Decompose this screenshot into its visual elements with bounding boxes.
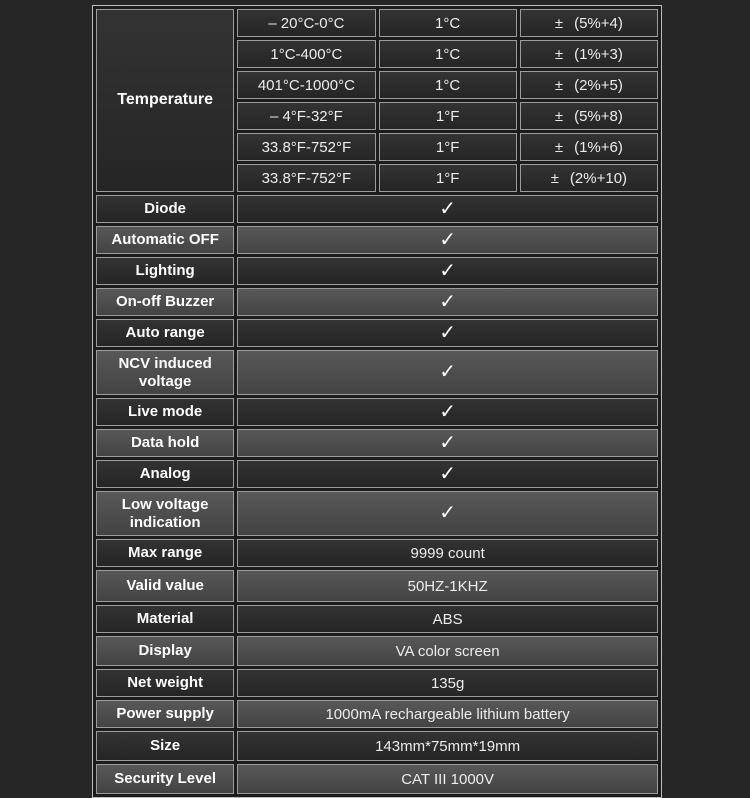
spec-value: 1000mA rechargeable lithium battery	[237, 700, 658, 728]
feature-label: Lighting	[96, 257, 234, 285]
spec-value: VA color screen	[237, 636, 658, 666]
check-icon: ✓	[439, 431, 456, 454]
feature-label: NCV induced voltage	[96, 350, 234, 395]
temp-accuracy-cell	[520, 9, 658, 37]
plus-minus-sign: ±	[554, 107, 564, 125]
feature-check-cell	[237, 398, 658, 426]
check-icon: ✓	[439, 462, 456, 485]
table-row-spec	[96, 764, 658, 794]
table-row-feature	[96, 226, 658, 254]
temp-accuracy-cell	[520, 102, 658, 130]
temp-range-cell: 33.8°F-752°F	[237, 164, 375, 192]
check-icon: ✓	[439, 197, 456, 220]
feature-check-cell	[237, 257, 658, 285]
feature-check-cell	[237, 350, 658, 395]
table-row-feature	[96, 429, 658, 457]
feature-label: Auto range	[96, 319, 234, 347]
feature-check-cell	[237, 288, 658, 316]
spec-table	[92, 5, 662, 798]
table-row-temperature-1	[96, 9, 658, 37]
table-row-feature	[96, 195, 658, 223]
feature-label: On-off Buzzer	[96, 288, 234, 316]
tolerance-value: (2%+10)	[569, 169, 628, 187]
tolerance-value: (1%+6)	[574, 138, 623, 156]
spec-label: Security Level	[96, 764, 234, 794]
temp-resolution-cell: 1°C	[379, 71, 517, 99]
tolerance-value: (5%+4)	[574, 14, 623, 32]
spec-label: Material	[96, 605, 234, 633]
table-row-spec	[96, 570, 658, 602]
temp-resolution-cell: 1°F	[379, 102, 517, 130]
feature-check-cell	[237, 491, 658, 536]
temp-resolution-cell: 1°C	[379, 9, 517, 37]
temp-accuracy-cell	[520, 164, 658, 192]
feature-label: Analog	[96, 460, 234, 488]
check-icon: ✓	[439, 259, 456, 282]
table-row-feature	[96, 491, 658, 536]
table-row-feature	[96, 398, 658, 426]
temp-resolution-cell: 1°F	[379, 164, 517, 192]
temp-accuracy-cell	[520, 133, 658, 161]
plus-minus-sign: ±	[554, 138, 564, 156]
spec-label: Power supply	[96, 700, 234, 728]
feature-label: Diode	[96, 195, 234, 223]
check-icon: ✓	[439, 400, 456, 423]
tolerance-value: (5%+8)	[574, 107, 623, 125]
plus-minus-sign: ±	[550, 169, 559, 187]
spec-label: Size	[96, 731, 234, 761]
check-icon: ✓	[439, 361, 456, 383]
temp-range-cell: – 4°F-32°F	[237, 102, 375, 130]
feature-label: Live mode	[96, 398, 234, 426]
spec-value: 9999 count	[237, 539, 658, 567]
spec-value: CAT III 1000V	[237, 764, 658, 794]
check-icon: ✓	[439, 321, 456, 344]
spec-label: Net weight	[96, 669, 234, 697]
temp-range-cell: – 20°C-0°C	[237, 9, 375, 37]
tolerance-value: (2%+5)	[574, 76, 623, 94]
table-row-spec	[96, 700, 658, 728]
feature-check-cell	[237, 195, 658, 223]
feature-check-cell	[237, 460, 658, 488]
spec-value: ABS	[237, 605, 658, 633]
plus-minus-sign: ±	[554, 76, 564, 94]
plus-minus-sign: ±	[554, 14, 564, 32]
temp-resolution-cell: 1°F	[379, 133, 517, 161]
table-row-spec	[96, 636, 658, 666]
table-row-feature	[96, 460, 658, 488]
spec-label: Max range	[96, 539, 234, 567]
temp-resolution-cell: 1°C	[379, 40, 517, 68]
temp-accuracy-cell	[520, 40, 658, 68]
spec-value: 50HZ-1KHZ	[237, 570, 658, 602]
feature-check-cell	[237, 429, 658, 457]
plus-minus-sign: ±	[554, 45, 564, 63]
check-icon: ✓	[439, 502, 456, 524]
check-icon: ✓	[439, 228, 456, 251]
table-row-feature	[96, 319, 658, 347]
feature-check-cell	[237, 226, 658, 254]
temp-range-cell: 401°C-1000°C	[237, 71, 375, 99]
spec-label: Valid value	[96, 570, 234, 602]
temp-accuracy-cell	[520, 71, 658, 99]
table-row-spec	[96, 669, 658, 697]
feature-label: Automatic OFF	[96, 226, 234, 254]
spec-value: 135g	[237, 669, 658, 697]
spec-label: Display	[96, 636, 234, 666]
spec-value: 143mm*75mm*19mm	[237, 731, 658, 761]
table-row-spec	[96, 605, 658, 633]
temp-range-cell: 33.8°F-752°F	[237, 133, 375, 161]
feature-check-cell	[237, 319, 658, 347]
feature-label: Data hold	[96, 429, 234, 457]
temp-range-cell: 1°C-400°C	[237, 40, 375, 68]
table-row-spec	[96, 539, 658, 567]
temperature-section-label: Temperature	[96, 9, 234, 192]
feature-label: Low voltage indication	[96, 491, 234, 536]
check-icon: ✓	[439, 290, 456, 313]
table-row-feature	[96, 257, 658, 285]
table-row-feature	[96, 350, 658, 395]
table-row-feature	[96, 288, 658, 316]
tolerance-value: (1%+3)	[574, 45, 623, 63]
table-row-spec	[96, 731, 658, 761]
